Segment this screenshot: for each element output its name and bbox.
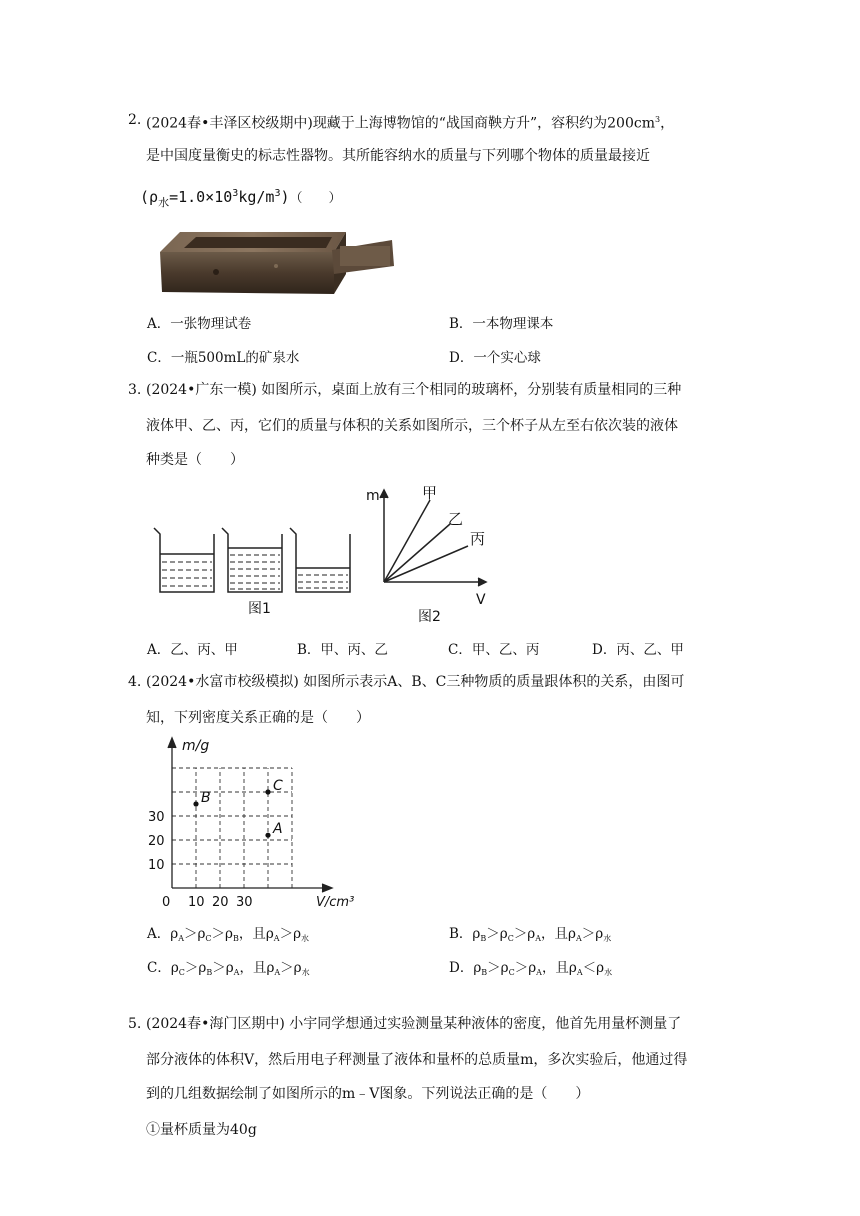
- x-tick-label: 20: [212, 895, 229, 910]
- x-tick-label: 30: [236, 895, 253, 910]
- q4-line-1: (2024•水富市校级模拟) 如图所示表示A、B、C三种物质的质量跟体积的关系，由图可: [146, 674, 685, 690]
- q5-line-2: 部分液体的体积V，然后用电子秤测量了液体和量杯的总质量m，多次实验后，他通过得: [146, 1052, 688, 1068]
- chart-axes: [168, 738, 332, 892]
- fig2-label-jia: 甲: [422, 484, 438, 502]
- q4-option-a[interactable]: A．$\rho_A>\rho_C>\rho_B$，且$\rho_A>\rho_水$: [147, 926, 310, 943]
- bronze-vessel-image: [156, 222, 398, 302]
- point-b: [193, 801, 198, 806]
- q2-option-c[interactable]: C．一瓶500mL的矿泉水: [147, 350, 300, 366]
- q3-line-1: (2024•广东一模) 如图所示，桌面上放有三个相同的玻璃杯，分别装有质量相同的三种: [146, 382, 682, 398]
- chart-y-label: m/g: [182, 738, 210, 754]
- point-label-a: A: [273, 821, 283, 838]
- q3-option-b[interactable]: B．甲、丙、乙: [297, 642, 388, 658]
- q4-option-d[interactable]: D．$\rho_B>\rho_C>\rho_A$，且$\rho_A<\rho_水$: [449, 960, 613, 977]
- beaker-middle: [222, 528, 282, 592]
- q4-option-b[interactable]: B．$\rho_B>\rho_C>\rho_A$，且$\rho_A>\rho_水$: [449, 926, 612, 943]
- x-tick-label: 10: [188, 895, 205, 910]
- point-a: [265, 833, 270, 838]
- q2-line-1: (2024春•丰泽区校级期中)现藏于上海博物馆的“战国商鞅方升”，容积约为$200cm^3$，: [146, 115, 675, 132]
- q4-number: 4.: [128, 674, 142, 690]
- q2-option-d[interactable]: D．一个实心球: [449, 350, 541, 366]
- q3-line-2: 液体甲、乙、丙，它们的质量与体积的关系如图所示，三个杯子从左至右依次装的液体: [146, 418, 678, 434]
- q2-line-2: 是中国度量衡史的标志性器物。其所能容纳水的质量与下列哪个物体的质量最接近: [146, 148, 650, 164]
- q3-option-a[interactable]: A．乙、丙、甲: [147, 642, 238, 658]
- y-tick-label: 10: [148, 858, 165, 873]
- q2-number: 2.: [128, 112, 142, 128]
- q3-option-c[interactable]: C．甲、乙、丙: [448, 642, 540, 658]
- q5-line-3: 到的几组数据绘制了如图所示的m﹣V图象。下列说法正确的是（ ）: [146, 1086, 590, 1102]
- q5-number: 5.: [128, 1016, 142, 1032]
- figure-1-label: 图1: [248, 601, 271, 617]
- q2-formula: $(\rho_水=1.0\times 10^3kg/m^3)$（ ）: [140, 188, 342, 209]
- fig2-label-bing: 丙: [470, 530, 486, 548]
- fig2-label-yi: 乙: [448, 510, 464, 528]
- figure-2-label: 图2: [418, 609, 441, 625]
- x-tick-label: 0: [162, 895, 171, 910]
- beaker-right: [290, 528, 350, 592]
- q2-option-b[interactable]: B．一本物理课本: [449, 316, 554, 332]
- q2-option-a[interactable]: A．一张物理试卷: [147, 316, 252, 332]
- fig2-y-axis-label: m: [366, 488, 380, 504]
- q4-scatter-chart: [140, 732, 370, 908]
- figure-2-mv-graph: [360, 484, 500, 608]
- q5-line-1: (2024春•海门区期中) 小宇同学想通过实验测量某种液体的密度，他首先用量杯测量了: [146, 1016, 682, 1032]
- fig2-x-axis-label: V: [476, 592, 486, 608]
- beaker-left: [154, 528, 214, 592]
- q2-text-1: 现藏于上海博物馆的“战国商鞅方升”，容积约为200cm: [312, 115, 655, 132]
- line-bing: [384, 546, 468, 582]
- y-tick-label: 30: [148, 810, 165, 825]
- point-c: [265, 789, 270, 794]
- q4-line-2: 知，下列密度关系正确的是（ ）: [146, 710, 370, 726]
- q3-option-d[interactable]: D．丙、乙、甲: [592, 642, 684, 658]
- chart-x-label: V/cm³: [316, 895, 355, 910]
- line-yi: [384, 524, 450, 582]
- point-label-c: C: [273, 778, 283, 794]
- line-jia: [384, 500, 430, 582]
- q5-item-1: ①量杯质量为40g: [146, 1122, 257, 1138]
- y-tick-label: 20: [148, 834, 165, 849]
- q3-line-3: 种类是（ ）: [146, 452, 244, 468]
- q4-option-c[interactable]: C．$\rho_C>\rho_B>\rho_A$，且$\rho_A>\rho_水$: [147, 960, 310, 977]
- q2-source: (2024春•丰泽区校级期中): [146, 115, 313, 132]
- q3-number: 3.: [128, 382, 142, 398]
- point-label-b: B: [201, 790, 211, 806]
